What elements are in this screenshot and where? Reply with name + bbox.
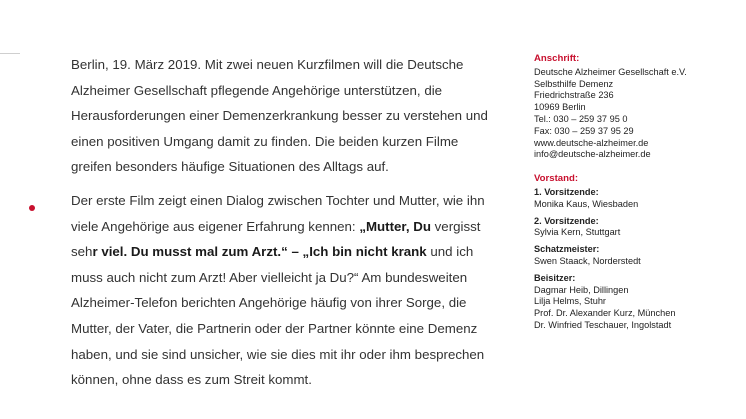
paragraph-film-one-intro: Der erste Film zeigt einen Dialog zwischen Tochter und Mutter, wie ihn viele Angehörige aus eigener Erfahrung kennen: xyxy=(71,192,485,234)
address-line: Selbsthilfe Demenz xyxy=(534,78,614,89)
board-role: 2. Vorsitzende: xyxy=(534,215,599,226)
top-divider xyxy=(0,53,20,54)
sidebar-contact xyxy=(534,53,739,337)
address-phone: Tel.: 030 – 259 37 95 0 xyxy=(534,113,628,124)
address-line: Friedrichstraße 236 xyxy=(534,90,614,101)
board-name: Prof. Dr. Alexander Kurz, München xyxy=(534,308,676,319)
paragraph-film-one-rest: und ich muss auch nicht zum Arzt! Aber vielleicht ja Du?“ Am bundesweiten Alzheimer-Telefon berichten Angehörige häufig von ihrer Sorge, die Mutter, der Vater, die Partnerin oder der Partner könnte eine Demenz haben, und sie sind unsicher, wie sie dies mit ihr oder ihm besprechen können, ohne dass es zum Streit kommt. xyxy=(71,244,485,388)
board-name: Monika Kaus, Wiesbaden xyxy=(534,198,639,209)
paragraph-film-one-plain: vergisst seh xyxy=(71,218,481,260)
address-email-link[interactable]: info@deutsche-alzheimer.de xyxy=(534,149,651,160)
board-name: Swen Staack, Norderstedt xyxy=(534,255,641,266)
board-entry-treasurer xyxy=(534,244,739,268)
paragraph-film-one xyxy=(71,188,491,393)
address-line: 10969 Berlin xyxy=(534,102,586,113)
board-heading: Vorstand: xyxy=(534,173,579,185)
board-name: Dr. Winfried Teschauer, Ingolstadt xyxy=(534,319,672,330)
board-role: Beisitzer: xyxy=(534,272,576,283)
paragraph-intro: Berlin, 19. März 2019. Mit zwei neuen Kurzfilmen will die Deutsche Alzheimer Gesellschaft pflegende Angehörige unterstützen, die Herausforderungen einer Demenzerkrankung besser zu verstehen und einen positiven Umgang damit zu finden. Die beiden kurzen Filme greifen besonders häufige Situationen des Alltags auf. xyxy=(71,57,488,175)
board-name: Dagmar Heib, Dillingen xyxy=(534,284,629,295)
board-name: Lilja Helms, Stuhr xyxy=(534,296,606,307)
article-body xyxy=(71,52,491,393)
red-bullet-marker xyxy=(29,205,35,211)
board-entry-chair xyxy=(534,187,739,211)
quote-daughter: „Mutter, Du xyxy=(359,218,431,234)
board-entry-assessors xyxy=(534,273,739,332)
board-role: 1. Vorsitzende: xyxy=(534,186,599,197)
address-fax: Fax: 030 – 259 37 95 29 xyxy=(534,125,634,136)
address-website-link[interactable]: www.deutsche-alzheimer.de xyxy=(534,137,649,148)
address-heading: Anschrift: xyxy=(534,53,580,64)
board-name: Sylvia Kern, Stuttgart xyxy=(534,227,621,238)
address-line: Deutsche Alzheimer Gesellschaft e.V. xyxy=(534,66,687,77)
board-role: Schatzmeister: xyxy=(534,244,600,255)
quote-dialog: r viel. Du musst mal zum Arzt.“ – „Ich bin nicht krank xyxy=(92,244,427,260)
board-entry-vice-chair xyxy=(534,216,739,240)
